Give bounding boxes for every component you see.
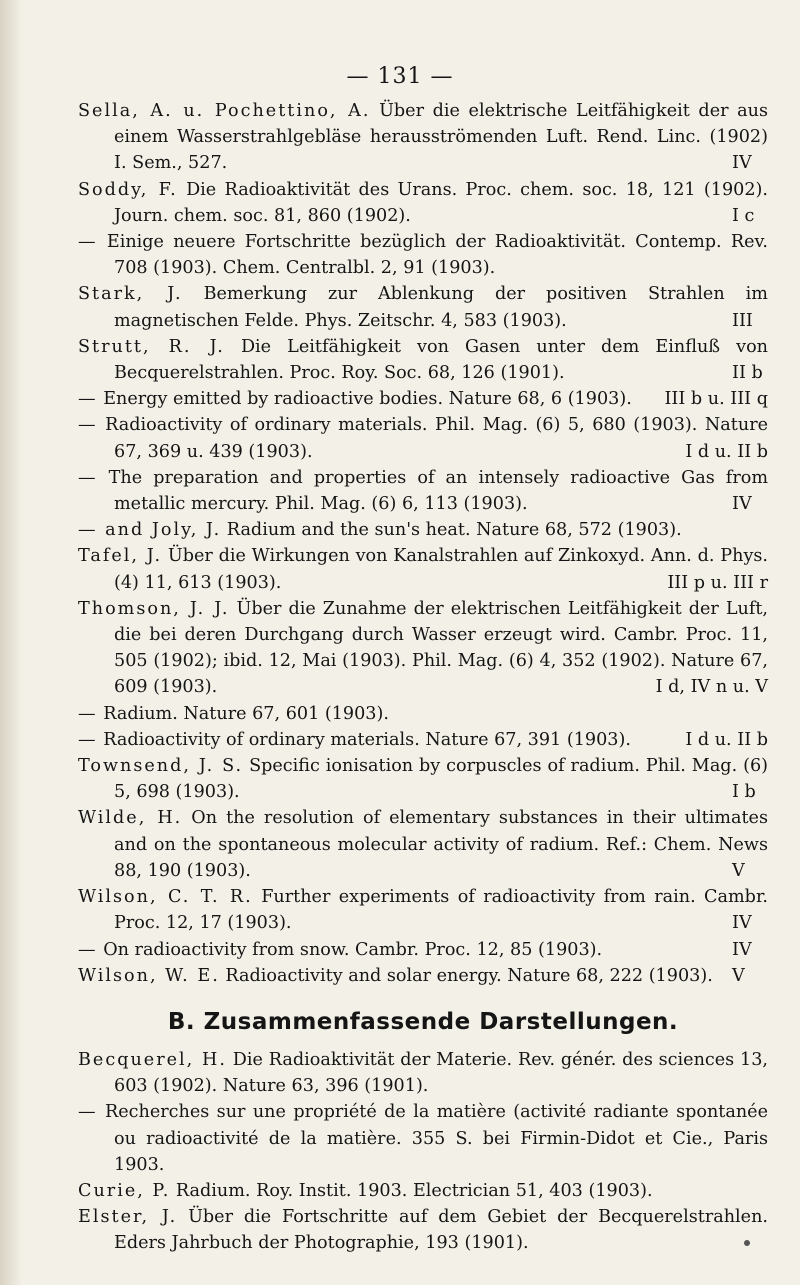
reference-text: Recherches sur une propriété de la matière (activité radiante spontanée ou radioactivité de la matière. 355 S. bei Firmin-Didot et Cie., Paris 1903. [105, 1102, 769, 1175]
reference-list-section-b [78, 1047, 768, 1257]
reference-entry [78, 1047, 768, 1099]
reference-section-code: I d u. II b [685, 441, 768, 462]
reference-author: Stark, J. [78, 284, 183, 305]
reference-text: Über die Zunahme der elektrischen Leitfähigkeit der Luft, die bei deren Durchgang durch Wasser erzeugt wird. Cambr. Proc. 11, 505 (1902); ibid. 12, Mai (1903). Phil. Mag. (6) 4, 352 (1902). Nature 67, 609 (1903). [114, 598, 769, 698]
reference-list [78, 98, 768, 1257]
reference-author: — [78, 415, 98, 436]
reference-text: Specific ionisation by corpuscles of radium. Phil. Mag. (6) 5, 698 (1903). [114, 756, 769, 803]
reference-text: The preparation and properties of an intensely radioactive Gas from metallic mercury. Phil. Mag. (6) 6, 113 (1903). [108, 467, 768, 515]
reference-entry [78, 727, 768, 753]
reference-author: Townsend, J. S. [78, 756, 244, 777]
reference-entry: Sella, A. u. Pochettino, A. Über die elektrische Leitfähigkeit der aus einem Wasserstrahlgebläse herausströmenden Luft. Rend. Linc. (1902) I. Sem., 527. IV [78, 101, 768, 174]
reference-entry [78, 1178, 768, 1204]
reference-section-code: III p u. III r [667, 572, 768, 593]
reference-entry [78, 229, 768, 281]
reference-text: Radium. Nature 67, 601 (1903). [103, 703, 389, 724]
reference-entry [78, 596, 768, 701]
reference-author: — [78, 467, 98, 488]
reference-text: Further experiments of radioactivity from rain. Cambr. Proc. 12, 17 (1903). [114, 887, 769, 934]
reference-entry [78, 543, 768, 595]
reference-author: Tafel, J. [78, 546, 163, 567]
reference-entry [78, 386, 768, 412]
reference-author: Wilde, H. [78, 808, 183, 829]
reference-text: Radium and the sun's heat. Nature 68, 572 (1903). [226, 520, 682, 541]
reference-author: Soddy, F. [78, 179, 178, 200]
reference-section-code: III b u. III q [664, 389, 768, 410]
reference-author: Thomson, J. J. [78, 598, 230, 619]
reference-author: — [78, 232, 98, 253]
reference-text: Die Radioaktivität des Urans. Proc. chem. soc. 18, 121 (1902). Journ. chem. soc. 81, 860 (1902). [114, 179, 769, 226]
reference-text: Radium. Roy. Instit. 1903. Electrician 51, 403 (1903). [175, 1180, 653, 1201]
reference-list-section-a [78, 98, 768, 989]
reference-author: — [78, 703, 98, 724]
reference-entry [78, 701, 768, 727]
reference-text: Die Leitfähigkeit von Gasen unter dem Einfluß von Becquerelstrahlen. Proc. Roy. Soc. 68, 126 (1901). [114, 336, 768, 384]
reference-author: Becquerel, H. [78, 1049, 227, 1070]
reference-text: Über die Fortschritte auf dem Gebiet der Becquerelstrahlen. Eders Jahrbuch der Photographie, 193 (1901). [114, 1207, 769, 1254]
reference-section-code: I d u. II b [685, 729, 768, 750]
reference-text: Einige neuere Fortschritte bezüglich der Radioaktivität. Contemp. Rev. 708 (1903). Chem. Centralbl. 2, 91 (1903). [106, 232, 768, 279]
reference-author: Strutt, R. J. [78, 336, 225, 357]
page-edge-shadow [0, 0, 22, 1285]
reference-entry: Wilde, H. On the resolution of elementary substances in their ultimates and on the spontaneous molecular activity of radium. Ref.: Chem. News 88, 190 (1903). V [78, 808, 768, 881]
reference-entry: — On radioactivity from snow. Cambr. Proc. 12, 85 (1903). IV [78, 939, 752, 960]
reference-section-code: I d, IV n u. V [655, 677, 768, 698]
reference-text: Die Radioaktivität der Materie. Rev. génér. des sciences 13, 603 (1902). Nature 63, 396 (1901). [114, 1049, 768, 1097]
reference-text: On the resolution of elementary substances in their ultimates and on the spontaneous molecular activity of radium. Ref.: Chem. News 88, 190 (1903). [114, 808, 768, 881]
reference-author: Elster, J. [78, 1207, 178, 1228]
reference-text: Radioactivity of ordinary materials. Phil. Mag. (6) 5, 680 (1903). Nature 67, 369 u. 439 (1903). [105, 415, 769, 462]
reference-entry [78, 517, 768, 543]
reference-text: On radioactivity from snow. Cambr. Proc. 12, 85 (1903). [103, 939, 603, 960]
reference-text: Radioactivity of ordinary materials. Nature 67, 391 (1903). [103, 729, 631, 750]
reference-text: Radioactivity and solar energy. Nature 68, 222 (1903). [225, 965, 713, 986]
reference-text: Energy emitted by radioactive bodies. Nature 68, 6 (1903). [103, 389, 632, 410]
reference-author: Curie, P. [78, 1180, 171, 1201]
reference-entry: — The preparation and properties of an intensely radioactive Gas from metallic mercury. Phil. Mag. (6) 6, 113 (1903). IV [78, 467, 768, 515]
reference-entry: Soddy, F. Die Radioaktivität des Urans. Proc. chem. soc. 18, 121 (1902). Journ. chem. soc. 81, 860 (1902). I c [78, 179, 769, 226]
reference-author: — [78, 1102, 98, 1123]
reference-author: Wilson, C. T. R. [78, 887, 253, 908]
ink-speck [744, 1240, 750, 1246]
reference-entry: Townsend, J. S. Specific ionisation by corpuscles of radium. Phil. Mag. (6) 5, 698 (1903). I b [78, 756, 769, 803]
reference-entry [78, 1099, 768, 1178]
reference-entry: Stark, J. Bemerkung zur Ablenkung der positiven Strahlen im magnetischen Felde. Phys. Zeitschr. 4, 583 (1903). III [78, 284, 768, 331]
reference-author: — [78, 729, 98, 750]
reference-entry [78, 412, 768, 464]
page-number: — 131 — [346, 64, 454, 89]
reference-author: Sella, A. u. Pochettino, A. [78, 101, 371, 121]
reference-author: — and Joly, J. [78, 520, 222, 541]
reference-entry: Wilson, C. T. R. Further experiments of radioactivity from rain. Cambr. Proc. 12, 17 (1903). IV [78, 887, 769, 934]
reference-entry [78, 1204, 768, 1256]
section-b-heading: B. Zusammenfassende Darstellungen. [167, 1008, 679, 1035]
reference-entry: Wilson, W. E. Radioactivity and solar energy. Nature 68, 222 (1903). V [78, 965, 745, 986]
reference-author: — [78, 939, 98, 960]
reference-author: Wilson, W. E. [78, 965, 220, 986]
reference-text: Bemerkung zur Ablenkung der positiven Strahlen im magnetischen Felde. Phys. Zeitschr. 4, 583 (1903). [114, 284, 768, 331]
reference-text: Über die elektrische Leitfähigkeit der aus einem Wasserstrahlgebläse herausströmenden Luft. Rend. Linc. (1902) I. Sem., 527. [114, 101, 768, 174]
reference-author: — [78, 389, 98, 410]
reference-entry: Strutt, R. J. Die Leitfähigkeit von Gasen unter dem Einfluß von Becquerelstrahlen. Proc. Roy. Soc. 68, 126 (1901). II b [78, 336, 768, 384]
reference-text: Über die Wirkungen von Kanalstrahlen auf Zinkoxyd. Ann. d. Phys. (4) 11, 613 (1903). [114, 546, 769, 593]
